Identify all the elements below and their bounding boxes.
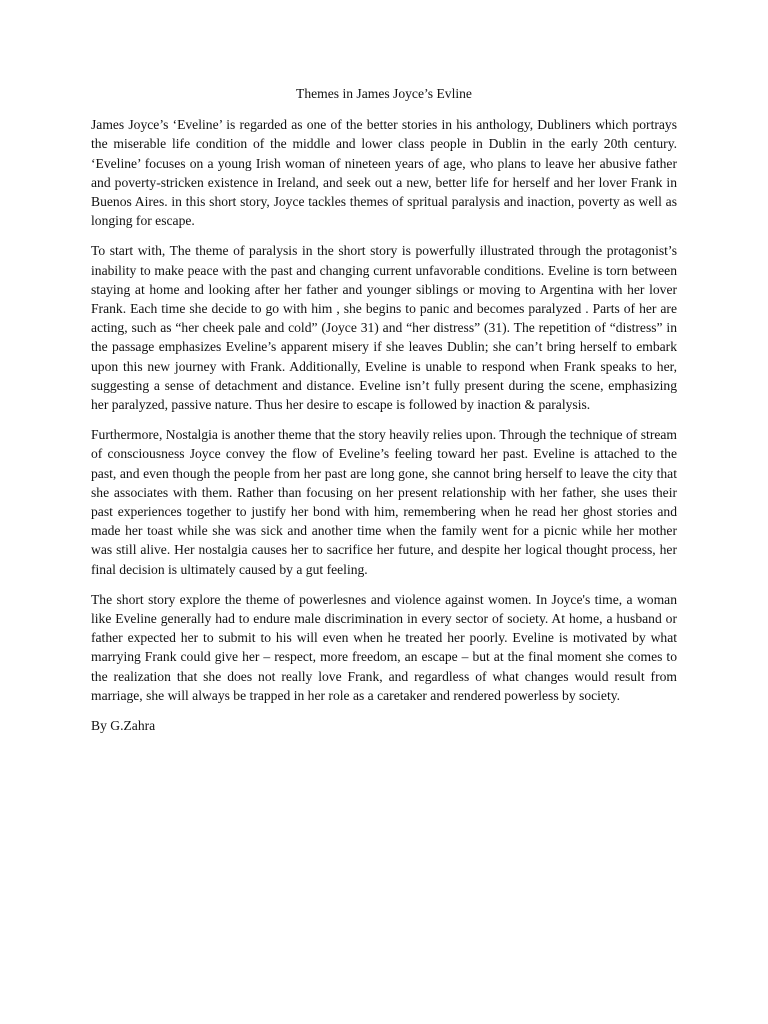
author-signature: By G.Zahra: [91, 718, 156, 734]
paragraph-nostalgia: Furthermore, Nostalgia is another theme that the story heavily relies upon. Through the technique of stream of consciousness Joyce convey the flow of Eveline’s feeling toward her past. Eveline is attached to the past, and even though the people from her past are long gone, she cannot bring herself to leave the city that she associates with them. Rather than focusing on her present relationship with her father, she uses their past experiences together to justify her bond with him, remembering when he read her ghost stories and made her toast while she was sick and another time when the family went for a picnic while her mother was still alive. Her nostalgia causes her to sacrifice her future, and despite her logical thought process, her final decision is ultimately caused by a gut feeling.: [91, 427, 677, 577]
document-title: Themes in James Joyce’s Evline: [296, 86, 472, 101]
paragraph-introduction: James Joyce’s ‘Eveline’ is regarded as one of the better stories in his anthology, Dubliners which portrays the miserable life condition of the middle and lower class people in Dublin in the early 20th century. ‘Eveline’ focuses on a young Irish woman of nineteen years of age, who plans to leave her abusive father and poverty-stricken existence in Ireland, and seek out a new, better life for herself and her lover Frank in Buenos Aires. in this short story, Joyce tackles themes of spritual paralysis and inaction, poverty as well as longing for escape.: [91, 117, 677, 229]
document-page: [91, 84, 677, 735]
paragraph-paralysis: To start with, The theme of paralysis in the short story is powerfully illustrated through the protagonist’s inability to make peace with the past and changing current unfavorable conditions. Eveline is torn between staying at home and looking after her father and younger siblings or moving to Argentina with her lover Frank. Each time she decide to go with him , she begins to panic and becomes paralyzed . Parts of her are acting, such as “her cheek pale and cold” (Joyce 31) and “her distress” (31). The repetition of “distress” in the passage emphasizes Eveline’s apparent misery if she leaves Dublin; she can’t bring herself to embark upon this new journey with Frank. Additionally, Eveline is unable to respond when Frank speaks to her, suggesting a sense of detachment and distance. Eveline isn’t fully present during the scene, emphasizing her paralyzed, passive nature. Thus her desire to escape is followed by inaction & paralysis.: [91, 243, 677, 413]
paragraph-powerlessness: The short story explore the theme of powerlesnes and violence against women. In Joyce's time, a woman like Eveline generally had to endure male discrimination in every sector of society. At home, a husband or father expected her to submit to his will even when he treated her poorly. Eveline is motivated by what marrying Frank could give her – respect, more freedom, an escape – but at the final moment she comes to the realization that she does not really love Frank, and regardless of what changes would result from marriage, she will always be trapped in her role as a caretaker and rendered powerless by society.: [91, 591, 677, 703]
